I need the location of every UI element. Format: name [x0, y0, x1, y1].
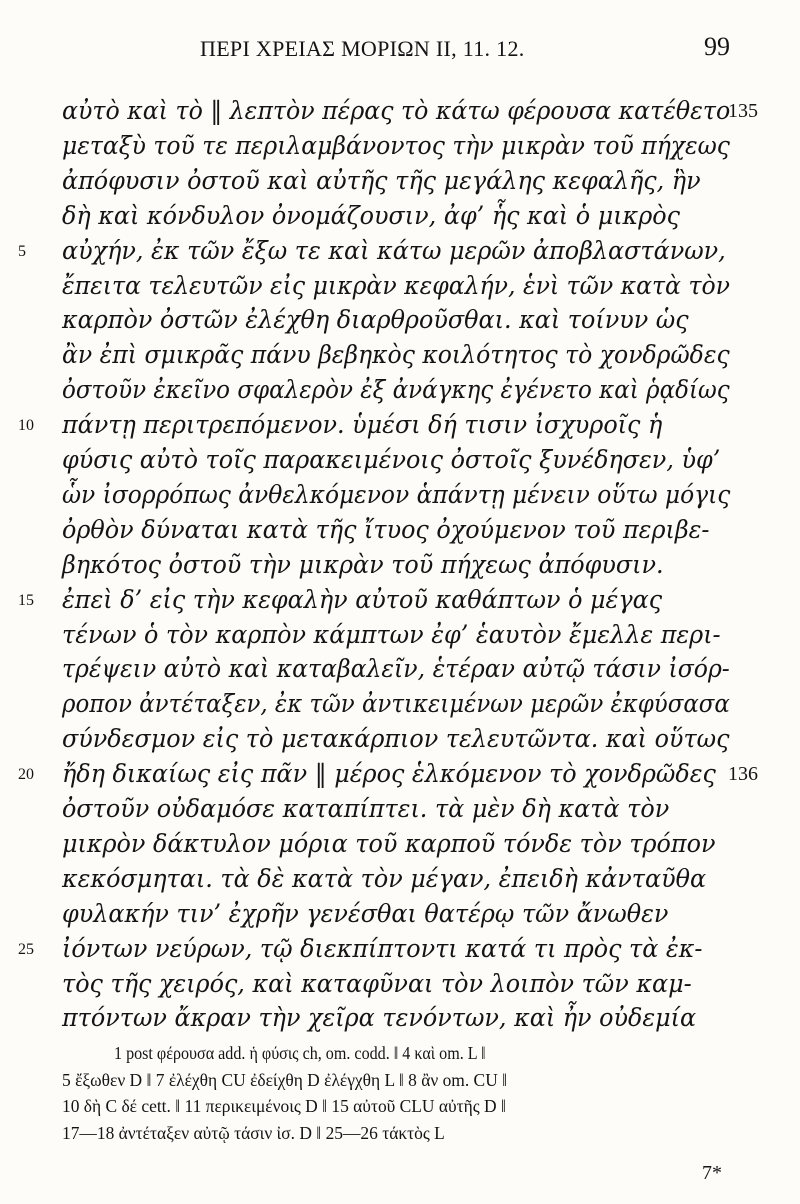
line-text: βηκότος ὀστοῦ τὴν μικρὰν τοῦ πήχεως ἀπόφυσιν.	[62, 549, 664, 579]
line-text: κεκόσμηται. τὰ δὲ κατὰ τὸν μέγαν, ἐπειδὴ κἀνταῦθα	[62, 863, 707, 893]
text-line	[0, 687, 800, 721]
text-line	[0, 303, 800, 337]
line-number: 15	[18, 591, 34, 609]
text-line	[0, 862, 800, 896]
line-number: 20	[18, 766, 34, 784]
text-line	[0, 478, 800, 512]
line-text: ἐπεὶ δ’ εἰς τὴν κεφαλὴν αὐτοῦ καθάπτων ὁ μέγας	[62, 584, 663, 614]
line-text: ὀρθὸν δύναται κατὰ τῆς ἴτυος ὀχούμενον τοῦ περιβε-	[62, 514, 710, 544]
running-head: ΠΕΡΙ ΧΡΕΙΑΣ ΜΟΡΙΩΝ ΙΙ, 11. 12.	[200, 36, 525, 61]
line-number: 5	[18, 242, 26, 260]
line-text: σύνδεσμον εἰς τὸ μετακάρπιον τελευτῶντα. καὶ οὕτως	[62, 724, 730, 754]
footnote-line	[0, 1093, 800, 1119]
text-line	[0, 618, 800, 652]
line-number: 10	[18, 417, 34, 435]
text-line	[0, 722, 800, 756]
text-line	[0, 234, 800, 268]
line-text: τρέψειν αὐτὸ καὶ καταβαλεῖν, ἑτέραν αὐτῷ τάσιν ἰσόρ-	[62, 654, 730, 684]
page-number: 99	[704, 32, 730, 61]
line-text: δὴ καὶ κόνδυλον ὀνομάζουσιν, ἀφ’ ἧς καὶ ὁ μικρὸς	[62, 200, 680, 230]
text-line	[0, 792, 800, 826]
line-text: πτόντων ἄκραν τὴν χεῖρα τενόντων, καὶ ἦν οὐδεμία	[62, 1003, 697, 1033]
text-line	[0, 443, 800, 477]
footnote-text: 17—18 ἀντέταξεν αὐτῷ τάσιν ἰσ. D ‖ 25—26 τάκτὸς L	[62, 1122, 445, 1143]
line-text: ἀπόφυσιν ὀστοῦ καὶ αὐτῆς τῆς μεγάλης κεφαλῆς, ἣν	[62, 165, 701, 195]
text-line	[0, 269, 800, 303]
line-text: αὐτὸ καὶ τὸ ‖ λεπτὸν πέρας τὸ κάτω φέρουσα κατέθετο	[62, 96, 731, 125]
footnote-line	[0, 1067, 800, 1093]
footnote-text: 5 ἔξωθεν D ‖ 7 ἐλέχθη CU ἐδείχθη D ἐλέγχθη L ‖ 8 ἂν om. CU ‖	[62, 1069, 508, 1090]
footnote-line	[0, 1120, 800, 1146]
line-text: ὀστοῦν ἐκεῖνο σφαλερὸν ἐξ ἀνάγκης ἐγένετο καὶ ῥᾳδίως	[62, 375, 730, 405]
text-line	[0, 338, 800, 372]
text-line	[0, 652, 800, 686]
line-text: ροπον ἀντέταξεν, ἐκ τῶν ἀντικειμένων μερῶν ἐκφύσασα	[62, 689, 730, 719]
line-text: φύσις αὐτὸ τοῖς παρακειμένοις ὀστοῖς ξυνέδησεν, ὑφ’	[62, 445, 721, 474]
footnote-text: 1 post φέρουσα add. ἡ φύσις ch, om. codd. ‖ 4 καὶ om. L ‖	[114, 1043, 486, 1063]
text-line	[0, 967, 800, 1001]
line-text: ὧν ἰσορρόπως ἀνθελκόμενον ἁπάντῃ μένειν οὕτω μόγις	[62, 479, 731, 509]
line-text: πάντῃ περιτρεπόμενον. ὑμέσι δή τισιν ἰσχυροῖς ἡ	[62, 410, 663, 440]
text-line	[0, 129, 800, 163]
line-text: ἔπειτα τελευτῶν εἰς μικρὰν κεφαλήν, ἑνὶ τῶν κατὰ τὸν	[62, 270, 730, 300]
line-number: 25	[18, 940, 34, 958]
page-header	[0, 32, 800, 68]
line-text: ἂν ἐπὶ σμικρᾶς πάνυ βεβηκὸς κοιλότητος τὸ χονδρῶδες	[62, 340, 730, 370]
line-text: μικρὸν δάκτυλον μόρια τοῦ καρποῦ τόνδε τὸν τρόπον	[62, 828, 716, 858]
text-line	[0, 199, 800, 233]
line-text: φυλακήν τιν’ ἐχρῆν γενέσθαι θατέρῳ τῶν ἄνωθεν	[62, 898, 669, 928]
text-line	[0, 827, 800, 861]
text-line	[0, 932, 800, 966]
signature-mark: 7*	[702, 1162, 722, 1184]
line-text: καρπὸν ὀστῶν ἐλέχθη διαρθροῦσθαι. καὶ τοίνυν ὡς	[62, 305, 689, 335]
text-line	[0, 548, 800, 582]
text-line	[0, 513, 800, 547]
marginal-page-ref: 136	[728, 763, 758, 786]
line-text: αὐχήν, ἐκ τῶν ἔξω τε καὶ κάτω μερῶν ἀποβλαστάνων,	[62, 235, 726, 265]
line-text: μεταξὺ τοῦ τε περιλαμβάνοντος τὴν μικρὰν τοῦ πήχεως	[62, 130, 730, 160]
marginal-page-ref: 135	[728, 100, 758, 122]
footnote-line	[0, 1040, 800, 1066]
text-line	[0, 897, 800, 931]
text-line	[0, 164, 800, 198]
line-text: τὸς τῆς χειρός, καὶ καταφῦναι τὸν λοιπὸν τῶν καμ-	[62, 968, 692, 998]
text-line	[0, 373, 800, 407]
line-text: ἰόντων νεύρων, τῷ διεκπίπτοντι κατά τι πρὸς τὰ ἐκ-	[62, 933, 703, 963]
line-text: ὀστοῦν οὐδαμόσε καταπίπτει. τὰ μὲν δὴ κατὰ τὸν	[62, 794, 670, 823]
line-text: ἤδη δικαίως εἰς πᾶν ‖ μέρος ἑλκόμενον τὸ χονδρῶδες	[62, 759, 716, 789]
text-line	[0, 1001, 800, 1035]
line-text: τένων ὁ τὸν καρπὸν κάμπτων ἐφ’ ἑαυτὸν ἔμελλε περι-	[62, 619, 721, 649]
text-line	[0, 583, 800, 617]
text-line	[0, 408, 800, 442]
footnote-text: 10 δὴ C δέ cett. ‖ 11 περικειμένοις D ‖ 15 αὐτοῦ CLU αὐτῆς D ‖	[62, 1096, 506, 1116]
text-line	[0, 757, 800, 791]
text-line	[0, 94, 800, 128]
